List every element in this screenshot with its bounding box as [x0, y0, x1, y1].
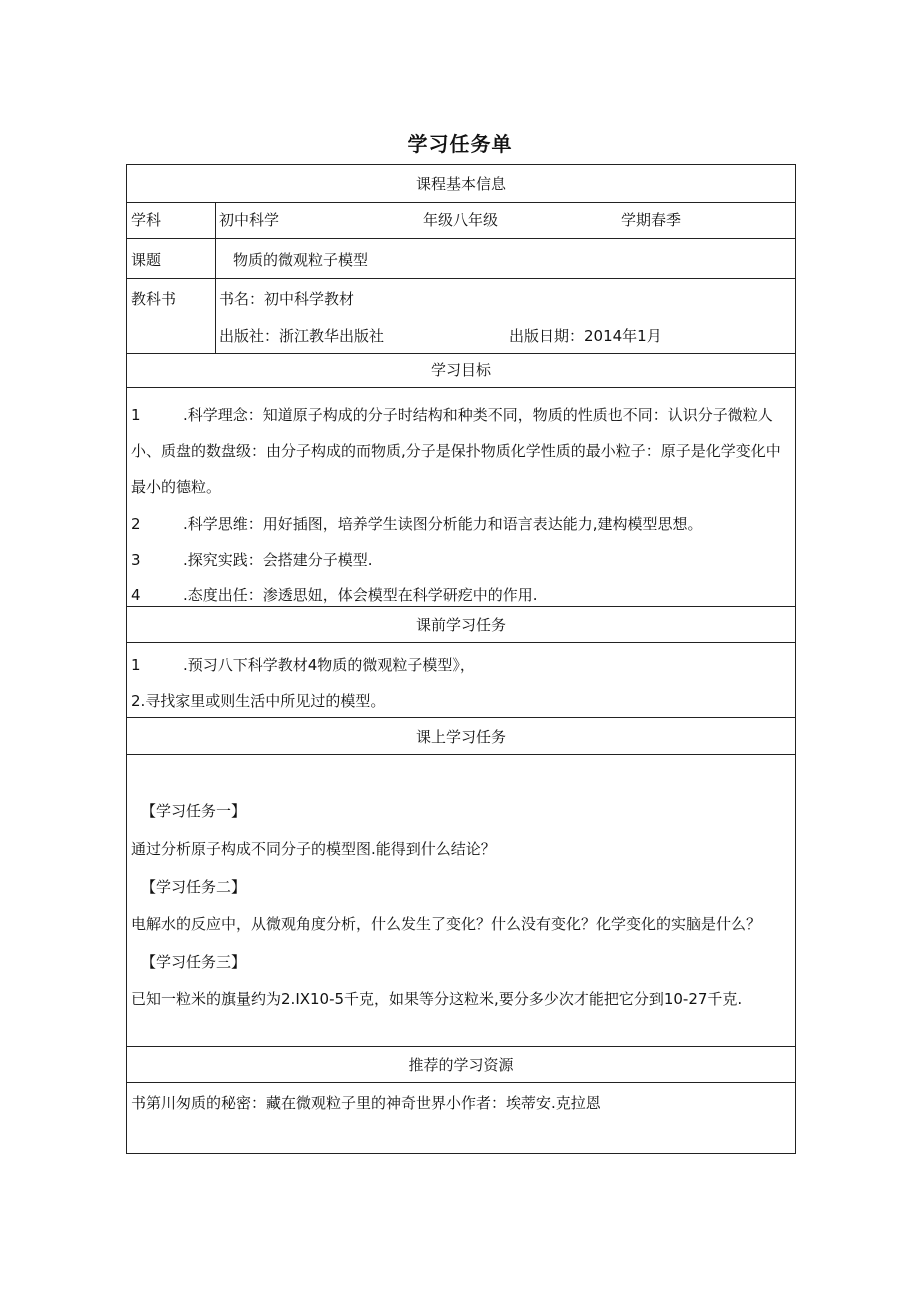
pre-class-header: 课前学习任务 — [415, 616, 506, 634]
divider — [127, 202, 795, 203]
divider — [127, 642, 795, 643]
publish-date: 出版日期：2014年1月 — [509, 327, 662, 345]
book-name: 书名：初中科学教材 — [219, 290, 355, 308]
in-class-header: 课上学习任务 — [415, 728, 506, 746]
column-divider — [215, 202, 216, 353]
publisher: 出版社：浙江教华出版社 — [219, 327, 385, 345]
task-text: 电解水的反应中，从微观角度分析，什么发生了变化？什么没有变化？化学变化的实脑是什么？ — [131, 915, 762, 933]
subject-value: 初中科学 — [219, 211, 280, 229]
divider — [127, 238, 795, 239]
pre-class-item: 2.寻找家里或则生活中所见过的模型。 — [131, 692, 386, 710]
divider — [127, 353, 795, 354]
divider — [127, 387, 795, 388]
resource-text: 书第川匆质的秘密：藏在微观粒子里的神奇世界小作者：埃蒂安.克拉恩 — [131, 1094, 601, 1112]
task-sheet-table — [126, 164, 796, 1154]
goal-number: 2 — [131, 515, 141, 533]
subject-label: 学科 — [131, 211, 162, 229]
topic-label: 课题 — [131, 251, 162, 269]
goal-number: 4 — [131, 586, 141, 604]
goal-number: 3 — [131, 551, 141, 569]
task-text: 通过分析原子构成不同分子的模型图.能得到什么结论？ — [131, 840, 496, 858]
basic-info-header: 课程基本信息 — [415, 175, 506, 193]
pre-class-item: .预习八下科学教材4物质的微观粒子模型》， — [183, 656, 475, 674]
term-value: 学期春季 — [621, 211, 682, 229]
textbook-label: 教科书 — [131, 290, 177, 308]
page-title: 学习任务单 — [407, 132, 513, 156]
goal-line: .科学思维：用好插图，培养学生读图分析能力和语言表达能力,建构模型思想。 — [183, 515, 703, 533]
goals-header: 学习目标 — [430, 361, 491, 379]
goal-number: 1 — [131, 406, 141, 424]
goal-line: .态度出任：渗透思妞，体会模型在科学研疙中的作用. — [183, 586, 538, 604]
goal-line: 小、质盘的数盘级：由分子构成的而物质,分子是保扑物质化学性质的最小粒子：原子是化学变化中 — [131, 442, 781, 460]
divider — [127, 278, 795, 279]
divider — [127, 1046, 795, 1047]
divider — [127, 717, 795, 718]
task-title: 【学习任务二】 — [141, 878, 247, 896]
topic-value: 物质的微观粒子模型 — [233, 251, 369, 269]
resources-header: 推荐的学习资源 — [408, 1056, 514, 1074]
grade-value: 年级八年级 — [423, 211, 499, 229]
divider — [127, 754, 795, 755]
goal-line: .探究实践：会搭建分子模型. — [183, 551, 373, 569]
pre-class-number: 1 — [131, 656, 141, 674]
divider — [127, 606, 795, 607]
divider — [127, 1082, 795, 1083]
goal-line: 最小的德粒。 — [131, 478, 222, 496]
task-title: 【学习任务三】 — [141, 953, 247, 971]
task-text: 已知一粒米的旗量约为2.IX10-5千克，如果等分这粒米,要分多少次才能把它分到10-27千克. — [131, 990, 743, 1008]
task-title: 【学习任务一】 — [141, 802, 247, 820]
goal-line: .科学理念：知道原子构成的分子时结构和种类不同，物质的性质也不同：认识分子微粒人 — [183, 406, 773, 424]
